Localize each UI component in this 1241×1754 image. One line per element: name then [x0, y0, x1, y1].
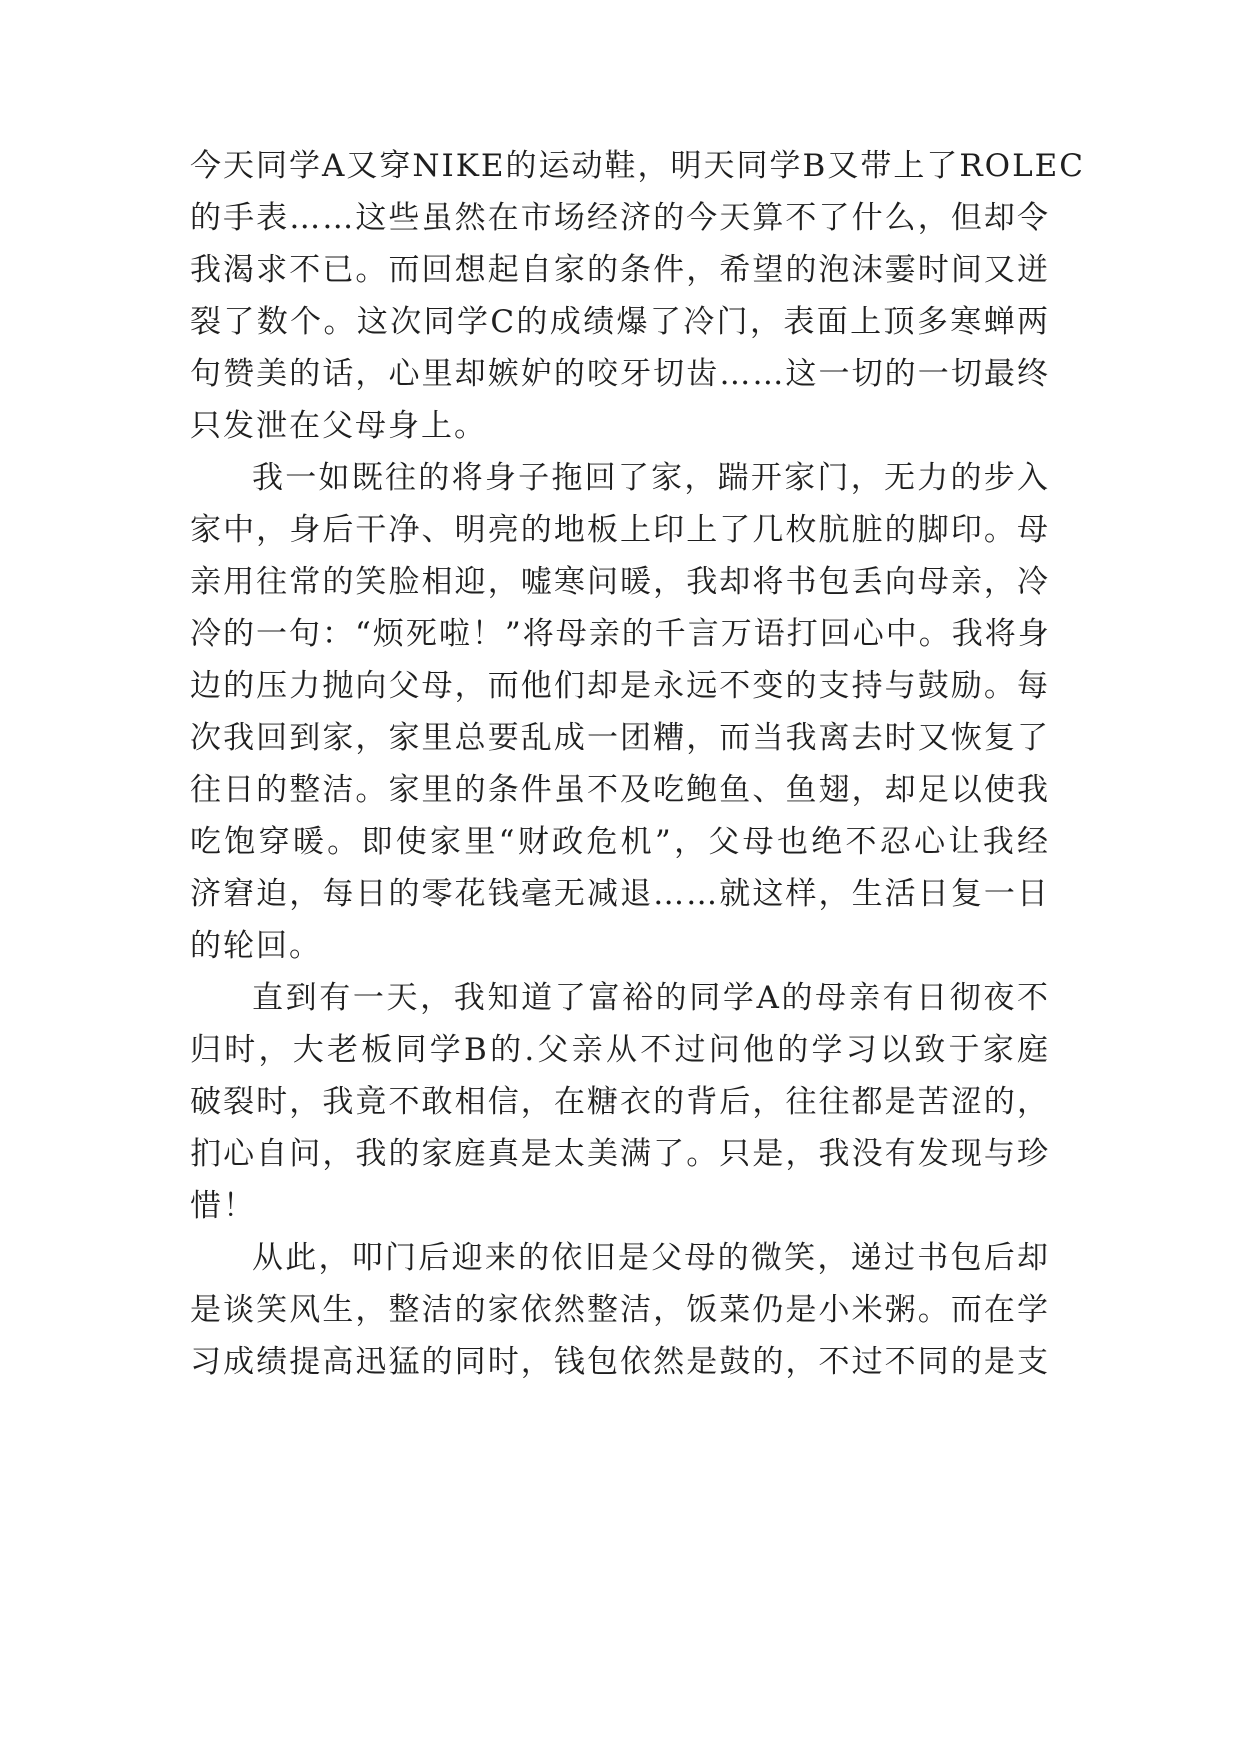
text-line: 从此，叩门后迎来的依旧是父母的微笑，递过书包后却	[252, 1240, 1050, 1276]
text-line: 亲用往常的笑脸相迎，嘘寒问暖，我却将书包丢向母亲，冷	[190, 564, 1050, 600]
text-line: 往日的整洁。家里的条件虽不及吃鲍鱼、鱼翅，却足以使我	[190, 772, 1050, 808]
text-line: 是谈笑风生，整洁的家依然整洁，饭菜仍是小米粥。而在学	[190, 1292, 1050, 1328]
text-line: 习成绩提高迅猛的同时，钱包依然是鼓的，不过不同的是支	[190, 1344, 1050, 1380]
text-line: 次我回到家，家里总要乱成一团糟，而当我离去时又恢复了	[190, 720, 1050, 756]
text-line: 边的压力抛向父母，而他们却是永远不变的支持与鼓励。每	[190, 668, 1050, 704]
text-line: 我一如既往的将身子拖回了家，踹开家门，无力的步入	[252, 460, 1050, 496]
text-line: 只发泄在父母身上。	[190, 408, 487, 444]
text-line: 直到有一天，我知道了富裕的同学A的母亲有日彻夜不	[252, 980, 1050, 1016]
text-line: 裂了数个。这次同学C的成绩爆了冷门，表面上顶多寒蝉两	[190, 304, 1050, 340]
text-line: 的手表……这些虽然在市场经济的今天算不了什么，但却令	[190, 200, 1050, 236]
text-line: 归时，大老板同学B的.父亲从不过问他的学习以致于家庭	[190, 1032, 1050, 1068]
text-line: 破裂时，我竟不敢相信，在糖衣的背后，往往都是苦涩的，	[190, 1084, 1050, 1120]
text-line: 扪心自问，我的家庭真是太美满了。只是，我没有发现与珍	[190, 1136, 1050, 1172]
text-line: 我渴求不已。而回想起自家的条件，希望的泡沫霎时间又迸	[190, 252, 1050, 288]
text-line: 的轮回。	[190, 928, 322, 964]
text-line: 今天同学A又穿NIKE的运动鞋，明天同学B又带上了ROLEC	[190, 148, 1086, 184]
text-line: 冷的一句：“烦死啦！”将母亲的千言万语打回心中。我将身	[190, 616, 1051, 652]
text-line: 句赞美的话，心里却嫉妒的咬牙切齿……这一切的一切最终	[190, 356, 1050, 392]
text-line: 家中，身后干净、明亮的地板上印上了几枚肮脏的脚印。母	[190, 512, 1050, 548]
text-line: 吃饱穿暖。即使家里“财政危机”，父母也绝不忍心让我经	[190, 824, 1050, 860]
text-line: 惜！	[190, 1188, 256, 1224]
text-line: 济窘迫，每日的零花钱毫无减退……就这样，生活日复一日	[190, 876, 1050, 912]
